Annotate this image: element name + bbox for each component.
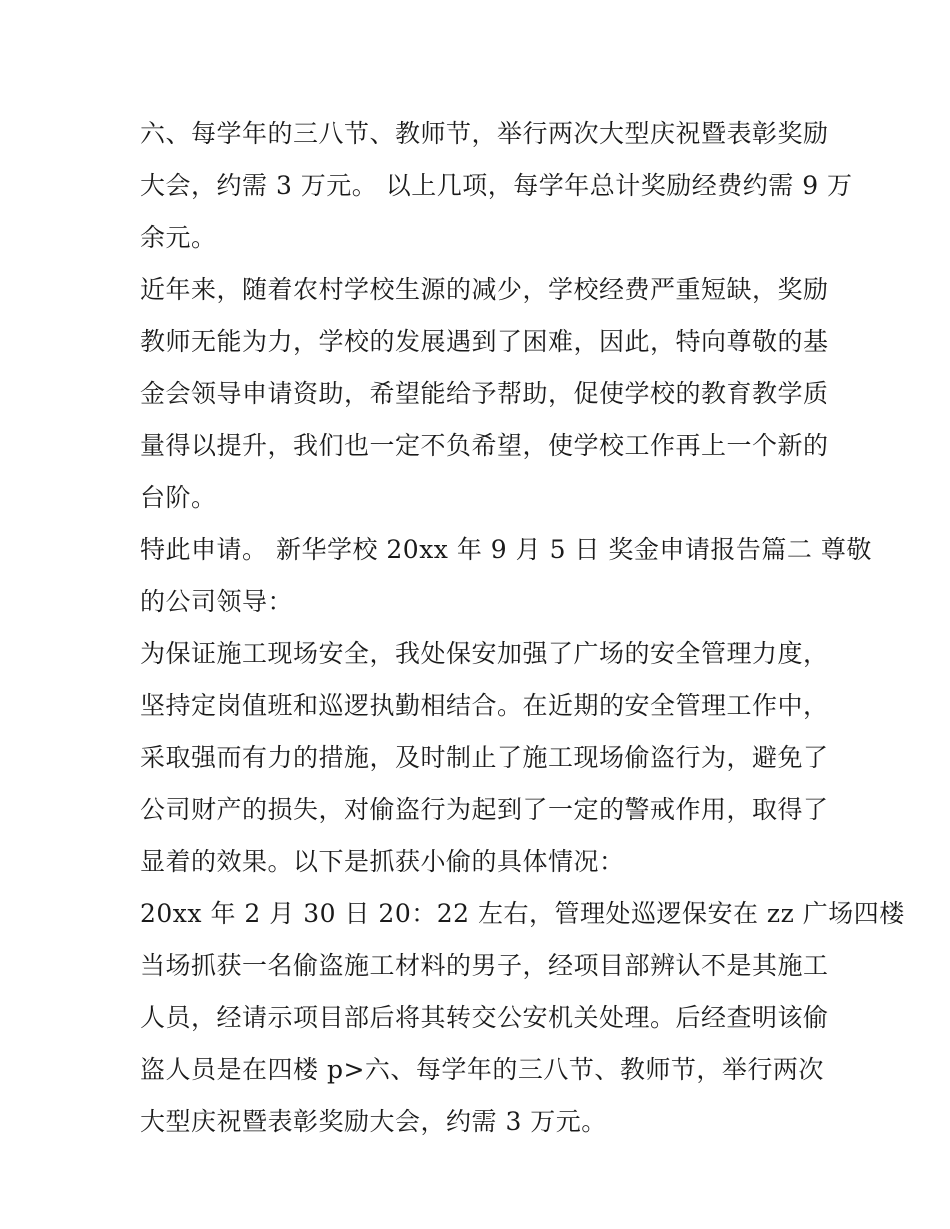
text-line: 20xx 年 2 月 30 日 20：22 左右，管理处巡逻保安在 zz 广场四楼: [140, 899, 905, 928]
text-line: 近年来，随着农村学校生源的减少，学校经费严重短缺，奖励: [140, 275, 829, 304]
text-line: 特此申请。 新华学校 20xx 年 9 月 5 日 奖金申请报告篇二 尊敬: [140, 535, 872, 564]
text-line: 金会领导申请资助，希望能给予帮助，促使学校的教育教学质: [140, 379, 829, 408]
text-line: 坚持定岗值班和巡逻执勤相结合。在近期的安全管理工作中，: [140, 691, 829, 720]
text-line: 显着的效果。以下是抓获小偷的具体情况：: [140, 847, 625, 876]
text-line: 为保证施工现场安全，我处保安加强了广场的安全管理力度，: [140, 639, 829, 668]
text-line: 公司财产的损失，对偷盗行为起到了一定的警戒作用，取得了: [140, 795, 829, 824]
text-line: 的公司领导：: [140, 587, 294, 616]
text-line: 盗人员是在四楼 p>六、每学年的三八节、教师节，举行两次: [140, 1055, 824, 1084]
text-line: 六、每学年的三八节、教师节，举行两次大型庆祝暨表彰奖励: [140, 119, 829, 148]
text-line: 采取强而有力的措施，及时制止了施工现场偷盗行为，避免了: [140, 743, 829, 772]
text-line: 教师无能为力，学校的发展遇到了困难，因此，特向尊敬的基: [140, 327, 829, 356]
text-line: 当场抓获一名偷盗施工材料的男子，经项目部辨认不是其施工: [140, 951, 829, 980]
text-line: 人员，经请示项目部后将其转交公安机关处理。后经查明该偷: [140, 1003, 829, 1032]
text-line: 余元。: [140, 223, 217, 252]
text-line: 大型庆祝暨表彰奖励大会，约需 3 万元。: [140, 1107, 607, 1136]
text-line: 大会，约需 3 万元。 以上几项，每学年总计奖励经费约需 9 万: [140, 171, 853, 200]
text-line: 台阶。: [140, 483, 217, 512]
text-line: 量得以提升，我们也一定不负希望，使学校工作再上一个新的: [140, 431, 829, 460]
document-body: [140, 108, 905, 1148]
